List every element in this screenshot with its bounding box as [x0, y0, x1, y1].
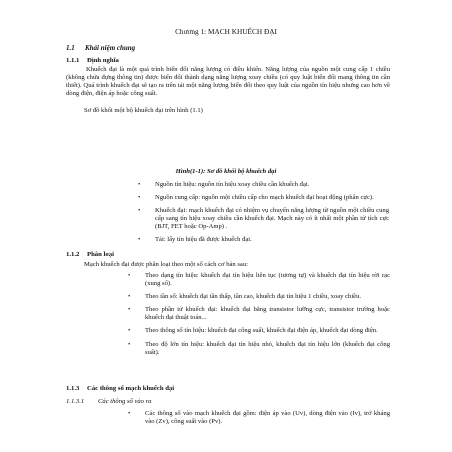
definition-paragraph: Khuếch đại là một quá trình biến đổi năng lượng có điều khiển. Năng lượng của nguồn một cung cấp 1 chiều (không chứa đựng thông tin) được biến đổi thành dạng năng lượng xoay chiều (có quy luật biến đổi mang thông tin cần thiết). Quá trình khuếch đại sẽ tạo ra trên tải một năng lượng biến đổi theo quy luật của nguồn tín hiệu nhưng cao hơn về dòng điện, điện áp hoặc công suất. [66, 66, 390, 98]
list-item: • Theo phần tử khuếch đại: khuếch đại bằng transistor lưỡng cực, transistor trường hoặc khuếch đại thuật toán... [128, 306, 390, 322]
bullet-icon: • [138, 194, 141, 202]
section-heading-1-1-2 [66, 251, 114, 259]
section-number: 1.1.3.1 [66, 398, 85, 405]
section-heading-1-1-3-1 [66, 398, 151, 406]
list-item: • Tải: lấy tín hiệu đã được khuếch đại. [138, 236, 252, 244]
section-heading-1-1 [66, 44, 135, 52]
section-title: Các thông số vào ra [98, 398, 152, 405]
figure-bullet-list [138, 181, 389, 245]
list-item: • Khuếch đại: mạch khuếch đại có nhiệm vụ chuyển năng lượng từ nguồn một chiều cung cấp sang tín hiệu xoay chiều cần khuếch đại. Mạch này có ít nhất một phần tử tích cực (BJT, FET hoặc Op-Amp) . [138, 207, 389, 231]
io-parameters-bullet-list [128, 410, 390, 426]
list-item: • Theo tần số: khuếch đại tần thấp, tần cao, khuếch đại tín hiệu 1 chiều, xoay chiều. [128, 293, 362, 301]
classification-intro: Mạch khuếch đại được phân loại theo một số cách cơ bản sau: [84, 261, 248, 268]
list-item: • Theo thông số tín hiệu: khuếch đại công suất, khuếch đại điện áp, khuếch đại dòng điện. [128, 327, 378, 335]
section-number: 1.1 [66, 44, 75, 52]
bullet-icon: • [128, 306, 131, 314]
bullet-icon: • [138, 207, 141, 215]
list-item: • Theo độ lớn tín hiệu: khuếch đại tín hiệu nhỏ, khuếch đại tín hiệu lớn (khuếch đại công suất). [128, 340, 390, 356]
bullet-icon: • [128, 327, 131, 335]
figure-area [66, 118, 390, 166]
list-item: • Nguồn tín hiệu: nguồn tín hiệu xoay chiều cần khuếch đại. [138, 181, 310, 188]
section-heading-1-1-3 [66, 385, 174, 393]
bullet-icon: • [128, 293, 131, 301]
section-number: 1.1.1 [66, 57, 80, 64]
bullet-icon: • [128, 410, 131, 417]
list-item: • Theo dạng tín hiệu: khuếch đại tín hiệu liên tục (tương tự) và khuếch đại tín hiệu rời rạc (xung số). [128, 272, 390, 288]
section-title: Khái niệm chung [85, 44, 136, 52]
section-number: 1.1.2 [66, 251, 80, 258]
classification-bullet-list [128, 272, 390, 357]
chapter-title: Chương 1: MẠCH KHUẾCH ĐẠI [175, 27, 277, 36]
bullet-icon: • [128, 272, 131, 279]
bullet-icon: • [138, 181, 141, 188]
section-title: Định nghĩa [87, 57, 119, 64]
list-item: • Các thông số vào mạch khuếch đại gồm: điện áp vào (Uv), dòng điện vào (Iv), trở kháng vào (Zv), công suất vào (Pv). [128, 410, 390, 426]
list-item: • Nguồn cung cấp: nguồn một chiều cấp cho mạch khuếch đại hoạt động (phân cực). [138, 194, 374, 202]
bullet-icon: • [128, 340, 131, 348]
section-heading-1-1-1 [66, 57, 119, 65]
diagram-intro: Sơ đồ khối một bộ khuếch đại trên hình (1.1) [84, 107, 203, 114]
section-number: 1.1.3 [66, 385, 80, 392]
figure-caption: Hình(1-1): Sơ đồ khối bộ khuếch đại [175, 168, 277, 175]
section-title: Phân loại [87, 251, 114, 258]
bullet-icon: • [138, 236, 141, 244]
section-title: Các thông số mạch khuếch đại [87, 385, 175, 392]
